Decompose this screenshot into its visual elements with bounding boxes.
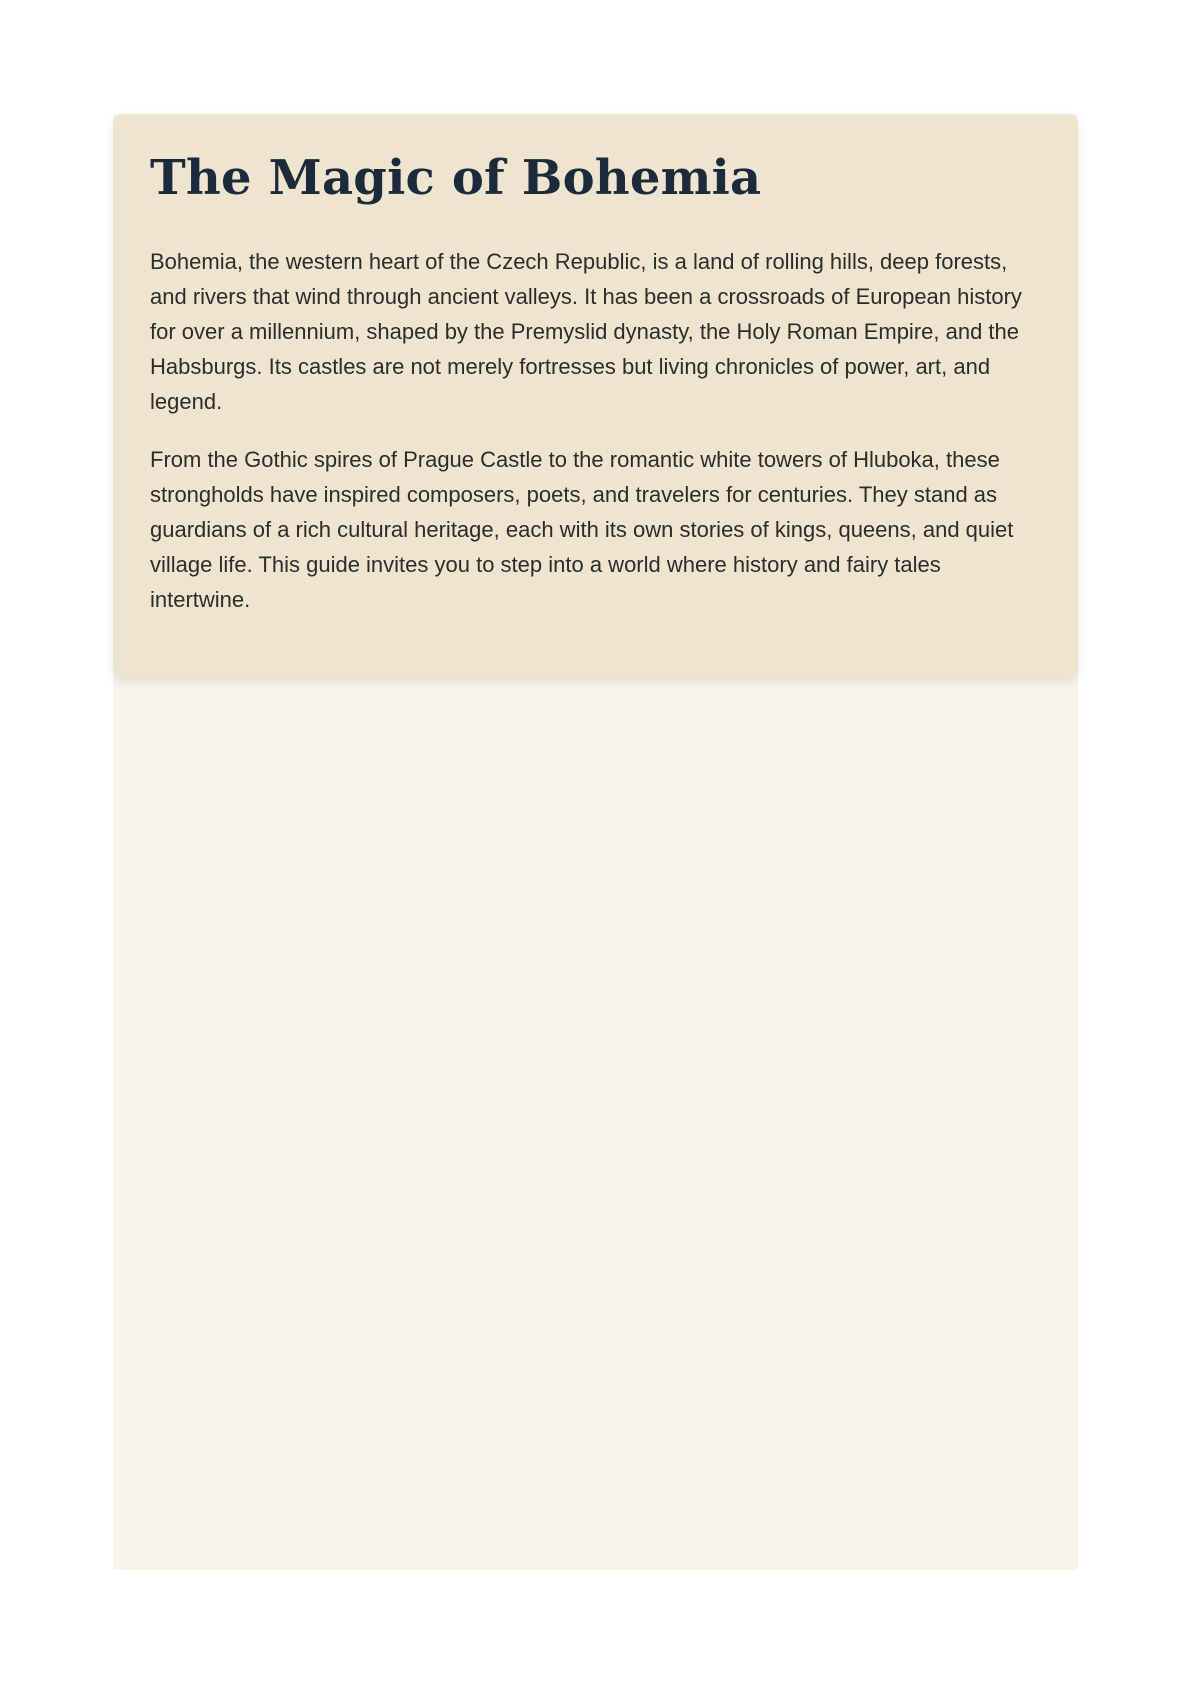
intro-paragraph-1: Bohemia, the western heart of the Czech Republic, is a land of rolling hills, deep forests, and rivers that wind through ancient valleys. It has been a crossroads of European history for over a millennium, shaped by the Premyslid dynasty, the Holy Roman Empire, and the Habsburgs. Its castles are not merely fortresses but living chronicles of power, art, and legend. [150,249,1022,414]
intro-paragraph-2: From the Gothic spires of Prague Castle to the romantic white towers of Hluboka, these strongholds have inspired composers, poets, and travelers for centuries. They stand as guardians of a rich cultural heritage, each with its own stories of kings, queens, and quiet village life. This guide invites you to step into a world where history and fairy tales intertwine. [150,447,1014,612]
intro-section [113,114,1078,677]
page-title: The Magic of Bohemia [150,150,762,206]
